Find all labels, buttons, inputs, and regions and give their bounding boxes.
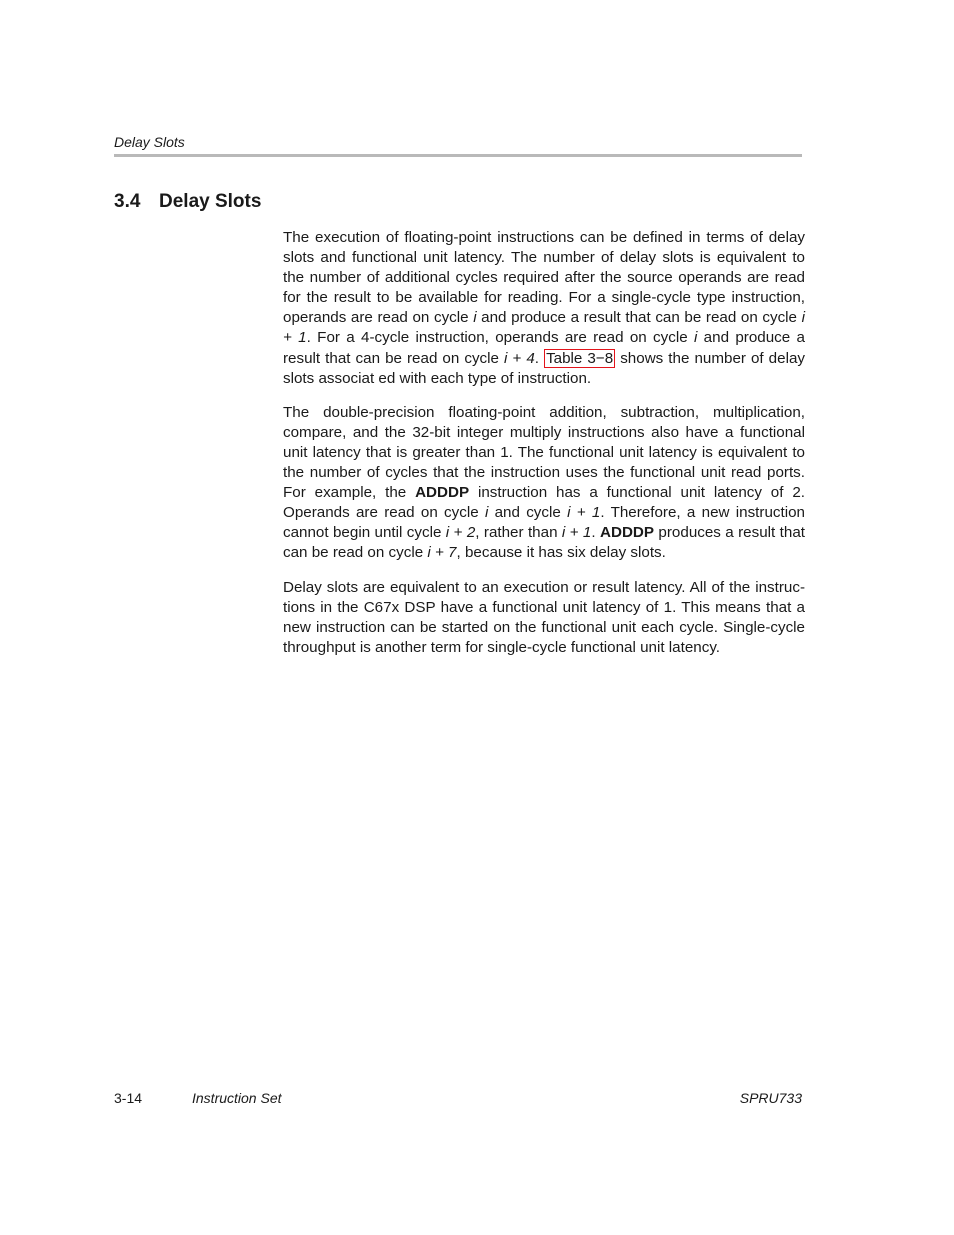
page-number: 3-14 <box>114 1090 143 1106</box>
math-var: i + 7 <box>427 544 457 562</box>
text-run: The double-precision floating-point addition, subtraction, multiplication, compare, and the 32-bit integer multiply instructions also have a functional unit latency that is greater than 1. The functional unit latency is equivalent to the number of cycles that the instruction uses the functional unit read ports. For example, the <box>283 403 805 502</box>
text-run: produces a result that can be read on cycle <box>283 524 805 562</box>
text-run: , rather than <box>475 524 562 542</box>
paragraph-1 <box>283 228 805 389</box>
text-run: and produce a result that can be read on cycle <box>283 329 805 367</box>
paragraph-2 <box>283 403 805 564</box>
text-run: . For a 4-cycle instruction, operands are read on cycle <box>306 329 694 347</box>
text-run: The execution of floating-point instructions can be defined in terms of delay slots and functional unit latency. The number of delay slots is equivalent to the number of additional cycles required after the source operands are read for the result to be available for reading. For a single-cycle type instruction, operands are read on cycle <box>283 229 805 327</box>
math-var: i <box>484 504 489 522</box>
running-header: Delay Slots <box>114 134 185 150</box>
math-var: i <box>693 329 698 347</box>
paragraph-3 <box>283 578 805 658</box>
body-text <box>283 228 805 672</box>
section-number: 3.4 <box>114 191 141 212</box>
book-title: Instruction Set <box>192 1090 282 1106</box>
math-var: i + 2 <box>445 524 476 542</box>
text-run: shows the number of delay slots associat ed with each type of instruction. <box>283 349 805 387</box>
text-run: , because it has six delay slots. <box>456 544 666 562</box>
section-heading <box>114 191 261 213</box>
text-run: . <box>591 524 601 542</box>
section-title: Delay Slots <box>159 191 262 212</box>
math-var: i + 1 <box>283 309 805 347</box>
instruction-name: ADDDP <box>415 484 470 502</box>
text-run: . Therefore, a new instruction cannot begin until cycle <box>283 504 805 542</box>
header-rule <box>114 154 802 157</box>
text-run: . <box>534 349 545 367</box>
math-var: i + 4 <box>504 349 535 367</box>
math-var: i + 1 <box>567 504 601 522</box>
text-run: and cycle <box>488 504 568 522</box>
math-var: i <box>473 309 477 327</box>
instruction-name: ADDDP <box>600 524 655 542</box>
text-run: instruction has a functional unit latency of 2. Operands are read on cycle <box>283 484 805 522</box>
document-number: SPRU733 <box>739 1090 802 1106</box>
table-3-8-link[interactable]: Table 3−8 <box>546 349 614 367</box>
math-var: i + 1 <box>561 524 592 542</box>
text-run: and produce a result that can be read on cycle <box>476 309 802 327</box>
text-run: Delay slots are equivalent to an execution or result latency. All of the instruc tions in the C67x DSP have a functional unit latency of 1. This means that a new instruction can be started on the functional unit each cycle. Single-cycle throughput is another term for single-cycle functional unit latency. <box>283 578 805 656</box>
